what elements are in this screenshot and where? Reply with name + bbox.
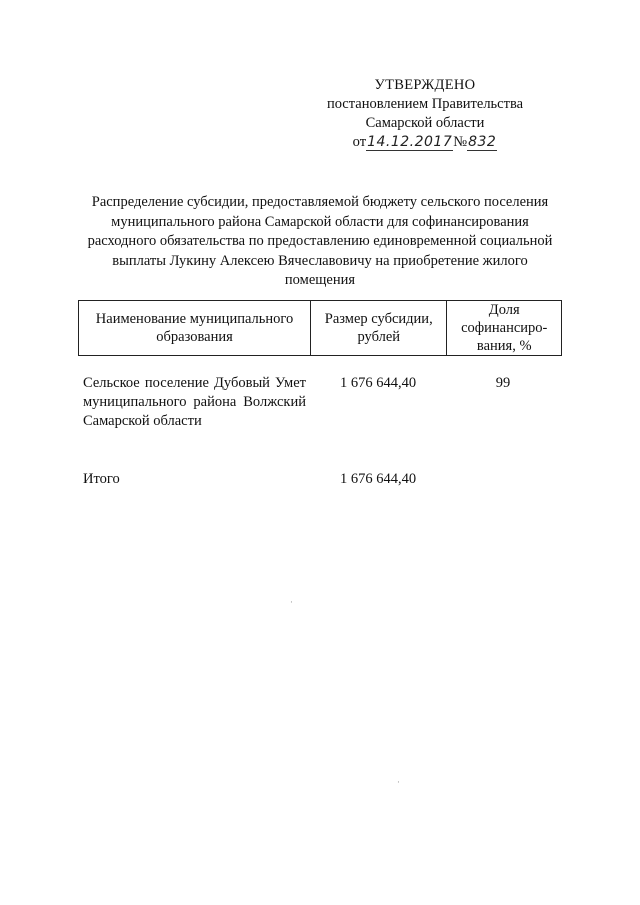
table-row <box>78 374 562 431</box>
approval-line-1: постановлением Правительства <box>326 96 524 112</box>
row-share: 99 <box>495 375 511 391</box>
table-header <box>78 300 562 356</box>
total-amount: 1 676 644,40 <box>339 471 417 487</box>
number-prefix: № <box>453 134 468 150</box>
subsidy-table <box>78 300 562 489</box>
total-label: Итого <box>83 471 120 487</box>
approval-title: УТВЕРЖДЕНО <box>374 77 476 93</box>
scan-speck: · <box>397 778 400 788</box>
handwritten-number: 832 <box>468 134 497 150</box>
header-share: Доля софинансиро-вания, % <box>447 301 562 355</box>
row-amount: 1 676 644,40 <box>339 375 417 391</box>
total-share-empty <box>446 470 560 489</box>
approval-line-2: Самарской области <box>365 115 485 131</box>
header-municipality: Наименование муниципального образования <box>78 301 311 355</box>
date-prefix: от <box>352 134 367 150</box>
row-municipality-name: Сельское поселение Дубовый Умет муниципального района Волжский Самарской области <box>83 375 306 429</box>
handwritten-date: 14.12.2017 <box>367 134 453 150</box>
document-heading: Распределение субсидии, предоставляемой бюджету сельского поселения муниципального района Самарской области для софинансирования расходного обязательства по предоставлению единовременной социальной выплаты Лукину Алексею Вячеславовичу на приобретение жилого помещения <box>87 194 553 288</box>
scan-speck: · <box>290 598 293 608</box>
approval-date-line <box>300 133 550 152</box>
total-row <box>78 470 562 489</box>
header-amount: Размер субсидии, рублей <box>311 301 447 355</box>
approval-block <box>300 76 550 152</box>
